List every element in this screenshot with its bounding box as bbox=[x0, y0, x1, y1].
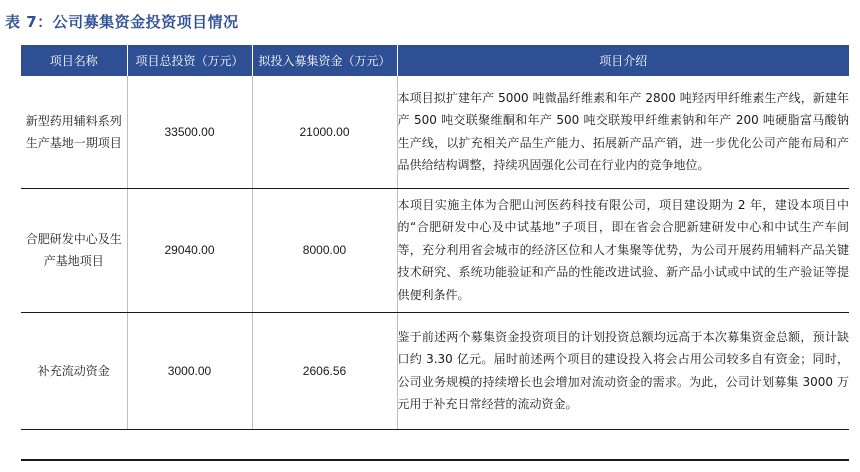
total-investment-cell: 33500.00 bbox=[127, 76, 252, 188]
raised-funds-cell: 2606.56 bbox=[252, 312, 397, 429]
project-name-cell: 补充流动资金 bbox=[21, 312, 127, 429]
header-raised-funds: 拟投入募集资金（万元） bbox=[252, 45, 397, 76]
investment-projects-table bbox=[21, 45, 849, 430]
project-name-cell: 新型药用辅料系列生产基地一期项目 bbox=[21, 76, 127, 188]
table-row bbox=[21, 188, 849, 312]
header-project-description: 项目介绍 bbox=[397, 45, 849, 76]
raised-funds-cell: 21000.00 bbox=[252, 76, 397, 188]
total-investment-cell: 3000.00 bbox=[127, 312, 252, 429]
header-total-investment: 项目总投资（万元） bbox=[127, 45, 252, 76]
table-row bbox=[21, 312, 849, 429]
header-project-name: 项目名称 bbox=[21, 45, 127, 76]
project-description-cell: 本项目实施主体为合肥山河医药科技有限公司，项目建设期为 2 年，建设本项目中的“合肥研发中心及中试基地”子项目，即在省会合肥新建研发中心和中试生产车间等，充分利用省会城市的经济区位和人才集聚等优势，为公司开展药用辅料产品关键技术研究、系统功能验证和产品的性能改进试验、新产品小试或中试的生产验证等提供便利条件。 bbox=[397, 188, 849, 312]
project-description-cell: 鉴于前述两个募集资金投资项目的计划投资总额均远高于本次募集资金总额，预计缺口约 3.30 亿元。届时前述两个项目的建设投入将会占用公司较多自有资金；同时，公司业务规模的持续增长也会增加对流动资金的需求。为此，公司计划募集 3000 万元用于补充日常经营的流动资金。 bbox=[397, 312, 849, 429]
total-investment-cell: 29040.00 bbox=[127, 188, 252, 312]
footer-divider bbox=[21, 459, 849, 461]
table-header-row bbox=[21, 45, 849, 76]
table-row bbox=[21, 76, 849, 188]
project-description-cell: 本项目拟扩建年产 5000 吨微晶纤维素和年产 2800 吨羟丙甲纤维素生产线，新建年产 500 吨交联聚维酮和年产 500 吨交联羧甲纤维素钠和年产 200 吨硬脂富马酸钠生产线，以扩充相关产品生产能力、拓展新产品产销，进一步优化公司产能布局和产品供给结构调整，持续巩固强化公司在行业内的竞争地位。 bbox=[397, 76, 849, 188]
table-title: 表 7：公司募集资金投资项目情况 bbox=[5, 13, 239, 31]
raised-funds-cell: 8000.00 bbox=[252, 188, 397, 312]
project-name-cell: 合肥研发中心及生产基地项目 bbox=[21, 188, 127, 312]
